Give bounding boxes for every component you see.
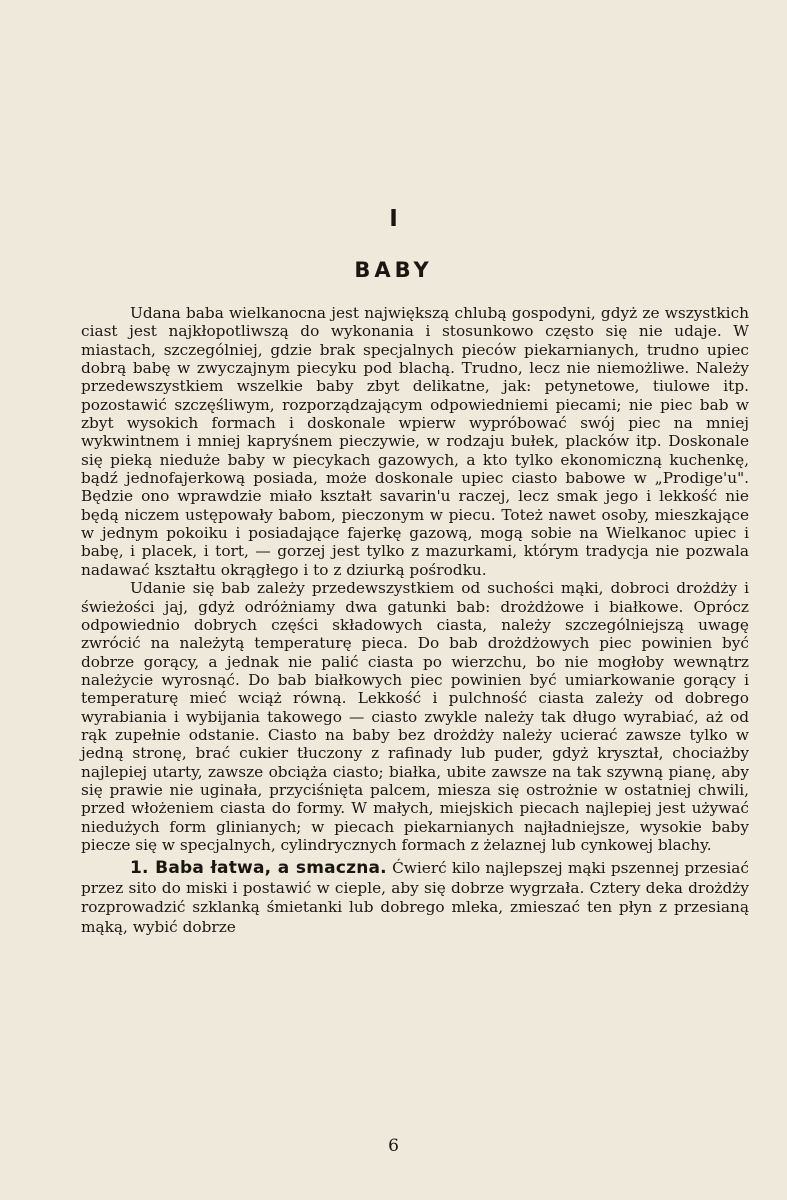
recipe-heading: 1. Baba łatwa, a smaczna.: [130, 858, 387, 879]
paragraph-baking-tips: Udanie się bab zależy przedewszystkiem od suchości mąki, dobroci drożdży i świeżości jaj, gdyż odróżniamy dwa gatunki bab: drożdżowe i białkowe. Oprócz odpowiednio dobrych części składowych ciasta, należy szczególniejszą uwagę zwrócić na należytą temperaturę pieca. Do bab drożdżowych piec powinien być dobrze gorący, a jednak nie palić ciasta po wierzchu, bo nie mogłoby wewnątrz należycie wyrosnąć. Do bab białkowych piec powinien być umiarkowanie gorący i temperaturę mieć wciąż równą. Lekkość i pulchność ciasta zależy od dobrego wyrabiania i wybijania takowego — ciasto zwykle należy tak długo wyrabiać, aż od rąk zupełnie odstanie. Ciasto na baby bez drożdży należy ucierać zawsze tylko w jedną stronę, brać cukier tłuczony z rafinady lub puder, gdyż kryształ, chociażby najlepiej utarty, zawsze obciąża ciasto; białka, ubite zawsze na tak szywną pianę, aby się prawie nie uginała, przyciśnięta palcem, miesza się ostrożnie w ostatniej chwili, przed włożeniem ciasta do formy. W małych, miejskich piecach najlepiej jest używać niedużych form glinianych; w piecach piekarnianych najładniejsze, wysokie baby piecze się w specjalnych, cylindrycznych formach z żelaznej lub cynkowej blachy.: [81, 579, 749, 854]
body-text: [81, 304, 749, 937]
chapter-title: BABY: [354, 258, 433, 282]
recipe-text: Ćwierć kilo najlepszej mąki pszennej przesiać przez sito do miski i postawić w cieple, aby się dobrze wygrzała. Cztery deka drożdży rozprowadzić szklanką śmietanki lub dobrego mleka, zmieszać ten płyn z przesianą mąką, wybić dobrze: [81, 859, 749, 936]
page-number: 6: [388, 1136, 399, 1156]
paragraph-intro: Udana baba wielkanocna jest największą chlubą gospodyni, gdyż ze wszystkich ciast jest najkłopotliwszą do wykonania i stosunkowo często się nie udaje. W miastach, szczególniej, gdzie brak specjalnych pieców piekarnianych, trudno upiec dobrą babę w zwyczajnym piecyku pod blachą. Trudno, lecz nie niemożliwe. Należy przedewszystkiem wszelkie baby zbyt delikatne, jak: petynetowe, tiulowe itp. pozostawić szczęśliwym, rozporządzającym odpowiedniemi piecami; nie piec bab w zbyt wysokich formach i doskonale wpierw wypróbować swój piec na mniej wykwintnem i mniej kapryśnem pieczywie, w rodzaju bułek, placków itp. Doskonale się pieką nieduże baby w piecykach gazowych, a kto tylko ekonomiczną kuchenkę, bądź jednofajerkową posiada, może doskonale upiec ciasto babowe w „Prodige'u". Będzie ono wprawdzie miało kształt savarin'u raczej, lecz smak jego i lekkość nie będą niczem ustępowały babom, pieczonym w piecu. Toteż nawet osoby, mieszkające w jednym pokoiku i posiadające fajerkę gazową, mogą sobie na Wielkanoc upiec i babę, i placek, i tort, — gorzej jest tylko z mazurkami, którym tradycja nie pozwala nadawać kształtu okrągłego i to z dziurką pośrodku.: [81, 304, 749, 579]
recipe-entry: [81, 859, 749, 937]
chapter-number: I: [389, 206, 398, 232]
